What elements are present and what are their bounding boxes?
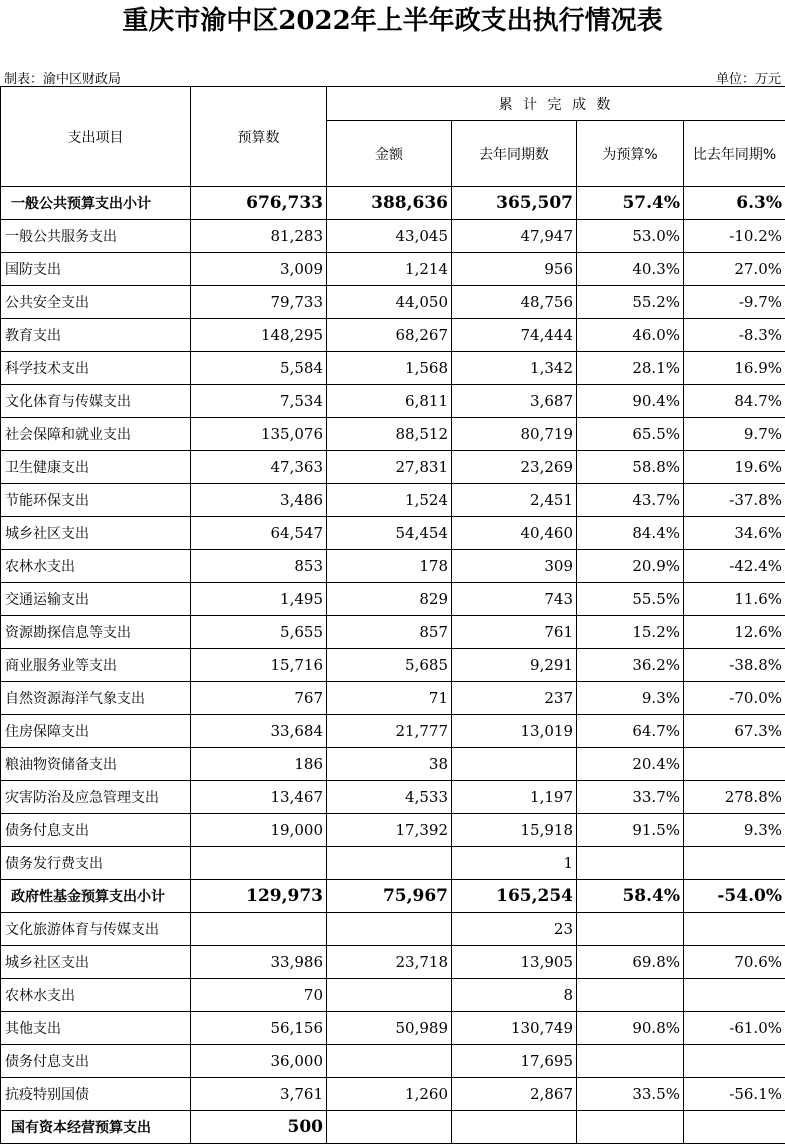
header-cumulative-group: 累 计 完 成 数 [327,87,785,121]
header-pct-budget: 为预算% [577,121,684,187]
amount-cell: 6,811 [327,385,452,418]
last-year-cell: 17,695 [452,1045,577,1078]
pct-yoy-cell [684,913,785,946]
budget-cell: 3,761 [191,1078,327,1111]
pct-yoy-cell: 9.7% [684,418,785,451]
amount-cell: 44,050 [327,286,452,319]
pct-yoy-cell: -61.0% [684,1012,785,1045]
amount-cell: 178 [327,550,452,583]
pct-budget-cell [577,1045,684,1078]
pct-yoy-cell: -9.7% [684,286,785,319]
amount-cell: 1,524 [327,484,452,517]
table-row [1,682,785,715]
pct-budget-cell: 57.4% [577,187,684,220]
table-row [1,1078,785,1111]
table-row [1,550,785,583]
pct-budget-cell: 40.3% [577,253,684,286]
budget-cell: 3,009 [191,253,327,286]
budget-cell: 79,733 [191,286,327,319]
item-cell: 国防支出 [1,253,191,286]
item-cell: 其他支出 [1,1012,191,1045]
table-body [1,187,785,1144]
table-row [1,847,785,880]
table-row [1,616,785,649]
amount-cell: 21,777 [327,715,452,748]
budget-cell: 13,467 [191,781,327,814]
last-year-cell: 2,451 [452,484,577,517]
budget-cell: 767 [191,682,327,715]
table-row [1,418,785,451]
last-year-cell: 74,444 [452,319,577,352]
pct-yoy-cell: -54.0% [684,880,785,913]
last-year-cell: 309 [452,550,577,583]
last-year-cell: 761 [452,616,577,649]
budget-cell: 7,534 [191,385,327,418]
table-row [1,484,785,517]
table-row [1,253,785,286]
preparer-label: 制表：渝中区财政局 [4,68,121,87]
table-row [1,913,785,946]
item-cell: 债务付息支出 [1,814,191,847]
expenditure-table [0,86,785,1144]
header-row-1 [1,87,785,121]
pct-yoy-cell [684,979,785,1012]
last-year-cell: 1,342 [452,352,577,385]
amount-cell: 1,214 [327,253,452,286]
budget-cell: 70 [191,979,327,1012]
pct-budget-cell [577,847,684,880]
budget-cell [191,913,327,946]
last-year-cell: 130,749 [452,1012,577,1045]
pct-budget-cell: 36.2% [577,649,684,682]
amount-cell: 1,260 [327,1078,452,1111]
pct-budget-cell [577,1111,684,1144]
pct-budget-cell [577,979,684,1012]
table-row [1,451,785,484]
table-row [1,814,785,847]
pct-budget-cell: 84.4% [577,517,684,550]
item-cell: 债务发行费支出 [1,847,191,880]
last-year-cell: 2,867 [452,1078,577,1111]
item-cell: 粮油物资储备支出 [1,748,191,781]
last-year-cell: 8 [452,979,577,1012]
last-year-cell: 23,269 [452,451,577,484]
pct-budget-cell: 90.4% [577,385,684,418]
item-cell: 交通运输支出 [1,583,191,616]
last-year-cell: 13,905 [452,946,577,979]
header-last-year: 去年同期数 [452,121,577,187]
amount-cell: 1,568 [327,352,452,385]
amount-cell: 17,392 [327,814,452,847]
pct-budget-cell [577,913,684,946]
pct-budget-cell: 90.8% [577,1012,684,1045]
amount-cell: 4,533 [327,781,452,814]
budget-cell: 676,733 [191,187,327,220]
item-cell: 资源勘探信息等支出 [1,616,191,649]
pct-yoy-cell: 9.3% [684,814,785,847]
header-amount: 金额 [327,121,452,187]
table-row [1,1012,785,1045]
budget-cell: 1,495 [191,583,327,616]
last-year-cell: 80,719 [452,418,577,451]
pct-yoy-cell: -38.8% [684,649,785,682]
table-row [1,319,785,352]
budget-cell [191,847,327,880]
pct-yoy-cell: 27.0% [684,253,785,286]
header-pct-yoy: 比去年同期% [684,121,785,187]
last-year-cell [452,748,577,781]
pct-yoy-cell [684,1111,785,1144]
table-row [1,715,785,748]
pct-yoy-cell: 34.6% [684,517,785,550]
amount-cell: 43,045 [327,220,452,253]
budget-cell: 33,986 [191,946,327,979]
pct-budget-cell: 58.4% [577,880,684,913]
table-row [1,1045,785,1078]
item-cell: 抗疫特别国债 [1,1078,191,1111]
header-budget: 预算数 [191,87,327,187]
amount-cell: 88,512 [327,418,452,451]
amount-cell: 75,967 [327,880,452,913]
pct-budget-cell: 15.2% [577,616,684,649]
pct-budget-cell: 91.5% [577,814,684,847]
pct-budget-cell: 33.5% [577,1078,684,1111]
pct-budget-cell: 20.4% [577,748,684,781]
budget-cell: 81,283 [191,220,327,253]
pct-yoy-cell: 16.9% [684,352,785,385]
pct-yoy-cell: 84.7% [684,385,785,418]
table-meta [0,66,785,86]
item-cell: 国有资本经营预算支出 [1,1111,191,1144]
table-row [1,946,785,979]
item-cell: 农林水支出 [1,979,191,1012]
pct-budget-cell: 55.5% [577,583,684,616]
item-cell: 政府性基金预算支出小计 [1,880,191,913]
amount-cell [327,847,452,880]
budget-cell: 500 [191,1111,327,1144]
amount-cell: 38 [327,748,452,781]
table-row [1,583,785,616]
subtotal-row [1,187,785,220]
item-cell: 自然资源海洋气象支出 [1,682,191,715]
table-row [1,352,785,385]
last-year-cell: 48,756 [452,286,577,319]
pct-yoy-cell: 6.3% [684,187,785,220]
header-item: 支出项目 [1,87,191,187]
budget-cell: 15,716 [191,649,327,682]
last-year-cell: 165,254 [452,880,577,913]
item-cell: 债务付息支出 [1,1045,191,1078]
last-year-cell: 237 [452,682,577,715]
pct-yoy-cell: 70.6% [684,946,785,979]
pct-budget-cell: 9.3% [577,682,684,715]
pct-yoy-cell: 67.3% [684,715,785,748]
item-cell: 公共安全支出 [1,286,191,319]
table-row [1,781,785,814]
pct-budget-cell: 69.8% [577,946,684,979]
table-row [1,385,785,418]
last-year-cell [452,1111,577,1144]
last-year-cell: 13,019 [452,715,577,748]
table-row [1,748,785,781]
pct-yoy-cell: -10.2% [684,220,785,253]
amount-cell: 71 [327,682,452,715]
item-cell: 一般公共预算支出小计 [1,187,191,220]
amount-cell: 829 [327,583,452,616]
item-cell: 住房保障支出 [1,715,191,748]
item-cell: 一般公共服务支出 [1,220,191,253]
pct-yoy-cell: -56.1% [684,1078,785,1111]
budget-cell: 186 [191,748,327,781]
budget-cell: 64,547 [191,517,327,550]
last-year-cell: 23 [452,913,577,946]
pct-budget-cell: 20.9% [577,550,684,583]
last-year-cell: 1,197 [452,781,577,814]
last-year-cell: 15,918 [452,814,577,847]
last-year-cell: 956 [452,253,577,286]
item-cell: 商业服务业等支出 [1,649,191,682]
pct-budget-cell: 64.7% [577,715,684,748]
pct-yoy-cell: 278.8% [684,781,785,814]
budget-cell: 3,486 [191,484,327,517]
pct-budget-cell: 58.8% [577,451,684,484]
amount-cell: 5,685 [327,649,452,682]
pct-budget-cell: 53.0% [577,220,684,253]
pct-yoy-cell [684,1045,785,1078]
pct-yoy-cell [684,847,785,880]
amount-cell [327,1111,452,1144]
item-cell: 教育支出 [1,319,191,352]
budget-cell: 135,076 [191,418,327,451]
budget-cell: 5,584 [191,352,327,385]
budget-cell: 129,973 [191,880,327,913]
amount-cell: 68,267 [327,319,452,352]
pct-budget-cell: 43.7% [577,484,684,517]
item-cell: 城乡社区支出 [1,946,191,979]
pct-budget-cell: 55.2% [577,286,684,319]
budget-cell: 56,156 [191,1012,327,1045]
pct-budget-cell: 46.0% [577,319,684,352]
table-row [1,979,785,1012]
amount-cell: 54,454 [327,517,452,550]
last-year-cell: 743 [452,583,577,616]
table-row [1,286,785,319]
item-cell: 文化旅游体育与传媒支出 [1,913,191,946]
last-year-cell: 9,291 [452,649,577,682]
amount-cell [327,979,452,1012]
last-year-cell: 40,460 [452,517,577,550]
amount-cell: 23,718 [327,946,452,979]
amount-cell: 27,831 [327,451,452,484]
budget-cell: 33,684 [191,715,327,748]
budget-cell: 19,000 [191,814,327,847]
pct-budget-cell: 33.7% [577,781,684,814]
budget-cell: 5,655 [191,616,327,649]
item-cell: 节能环保支出 [1,484,191,517]
unit-label: 单位：万元 [716,68,781,87]
item-cell: 卫生健康支出 [1,451,191,484]
last-year-cell: 47,947 [452,220,577,253]
table-row [1,220,785,253]
amount-cell [327,1045,452,1078]
amount-cell: 50,989 [327,1012,452,1045]
item-cell: 灾害防治及应急管理支出 [1,781,191,814]
subtotal-row [1,880,785,913]
item-cell: 文化体育与传媒支出 [1,385,191,418]
item-cell: 科学技术支出 [1,352,191,385]
last-year-cell: 3,687 [452,385,577,418]
pct-yoy-cell: 11.6% [684,583,785,616]
budget-cell: 36,000 [191,1045,327,1078]
pct-budget-cell: 28.1% [577,352,684,385]
table-row [1,517,785,550]
pct-yoy-cell: -42.4% [684,550,785,583]
pct-yoy-cell [684,748,785,781]
pct-budget-cell: 65.5% [577,418,684,451]
table-row [1,649,785,682]
item-cell: 社会保障和就业支出 [1,418,191,451]
pct-yoy-cell: 19.6% [684,451,785,484]
budget-cell: 47,363 [191,451,327,484]
amount-cell: 857 [327,616,452,649]
budget-cell: 853 [191,550,327,583]
pct-yoy-cell: -8.3% [684,319,785,352]
pct-yoy-cell: -37.8% [684,484,785,517]
pct-yoy-cell: -70.0% [684,682,785,715]
amount-cell: 388,636 [327,187,452,220]
subtotal-row [1,1111,785,1144]
amount-cell [327,913,452,946]
page-title: 重庆市渝中区2022年上半年政支出执行情况表 [0,2,785,40]
pct-yoy-cell: 12.6% [684,616,785,649]
budget-cell: 148,295 [191,319,327,352]
item-cell: 城乡社区支出 [1,517,191,550]
last-year-cell: 365,507 [452,187,577,220]
last-year-cell: 1 [452,847,577,880]
item-cell: 农林水支出 [1,550,191,583]
